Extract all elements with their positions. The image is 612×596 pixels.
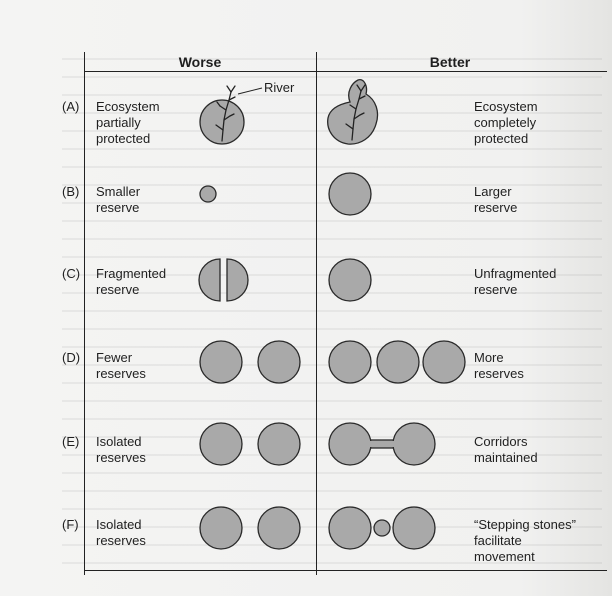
row-f-letter: (F): [62, 517, 79, 532]
row-d-better-reserve-3: [423, 341, 465, 383]
row-d-letter: (D): [62, 350, 81, 365]
row-c-worse-label: Fragmented reserve: [96, 266, 167, 297]
row-d-worse-label: Fewer reserves: [96, 350, 146, 381]
row-a-letter: (A): [62, 99, 80, 114]
row-d-worse-reserve-1: [200, 341, 242, 383]
row-f-better-reserve-2: [393, 507, 435, 549]
river-label: River: [264, 80, 295, 95]
row-c-fragmented-reserve: [199, 259, 248, 301]
row-b-small-reserve: [200, 186, 216, 202]
row-b-large-reserve: [329, 173, 371, 215]
row-b-worse-label: Smaller reserve: [96, 184, 141, 215]
row-f-worse-label: Isolated reserves: [96, 517, 146, 548]
row-a-worse-label: Ecosystem partially protected: [96, 99, 160, 146]
row-c-better-label: Unfragmented reserve: [474, 266, 557, 297]
row-b-better-label: Larger reserve: [474, 184, 518, 215]
row-f-worse-reserve-1: [200, 507, 242, 549]
row-f-better-reserve-1: [329, 507, 371, 549]
row-d-worse-reserve-2: [258, 341, 300, 383]
row-e-better-label: Corridors maintained: [474, 434, 538, 465]
row-f-better-label: “Stepping stones” facilitate movement: [474, 517, 576, 564]
row-f-worse-reserve-2: [258, 507, 300, 549]
row-f-stepping-stone: [374, 520, 390, 536]
row-a-worse-reserve: [200, 80, 295, 144]
row-e-worse-label: Isolated reserves: [96, 434, 146, 465]
row-e-corridor-reserves: [329, 423, 435, 465]
row-a-better-reserve: [328, 80, 378, 144]
better-column-header: Better: [429, 54, 471, 70]
row-d-better-label: More reserves: [474, 350, 524, 381]
row-b-letter: (B): [62, 184, 80, 199]
worse-column-header: Worse: [178, 54, 222, 70]
row-e-worse-reserve-2: [258, 423, 300, 465]
row-e-letter: (E): [62, 434, 80, 449]
row-a-better-label: Ecosystem completely protected: [474, 99, 538, 146]
row-c-unfragmented-reserve: [329, 259, 371, 301]
row-e-worse-reserve-1: [200, 423, 242, 465]
row-d-better-reserve-2: [377, 341, 419, 383]
row-c-letter: (C): [62, 266, 81, 281]
row-d-better-reserve-1: [329, 341, 371, 383]
